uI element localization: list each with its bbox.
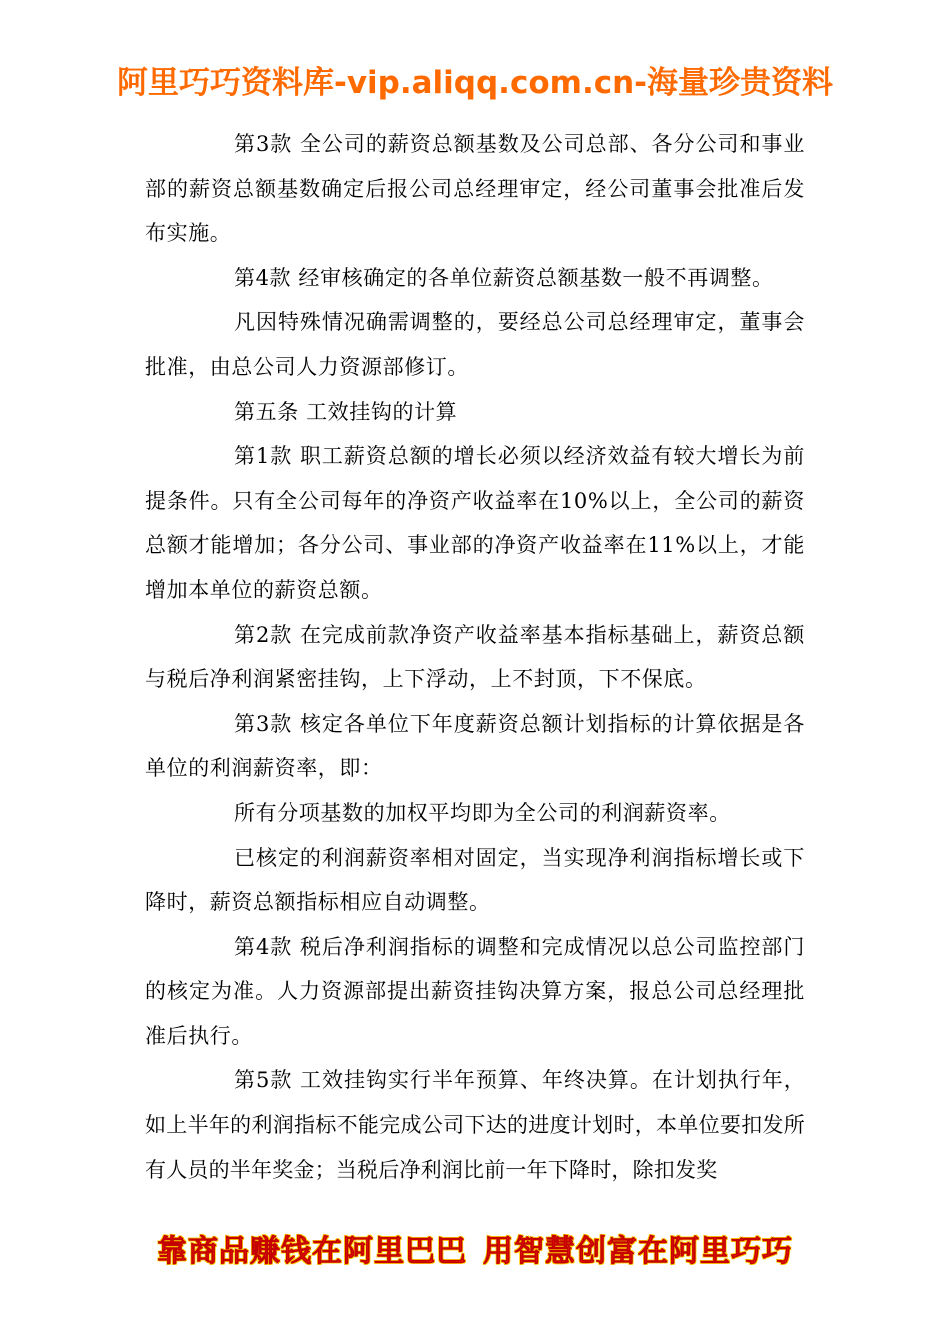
paragraph-special-adjust: 凡因特殊情况确需调整的，要经总公司总经理审定，董事会批准，由总公司人力资源部修订。: [145, 310, 805, 379]
header-banner: 阿里巧巧资料库-vip.aliqq.com.cn-海量珍贵资料: [116, 65, 834, 101]
footer-slogan-left: 靠商品赚钱在阿里巴巴: [157, 1234, 467, 1269]
footer-slogan-banner: [0, 1230, 950, 1274]
paragraph-clause-5-budget: 第5款 工效挂钩实行半年预算、年终决算。在计划执行年，如上半年的利润指标不能完成公司下达的进度计划时，本单位要扣发所有人员的半年奖金；当税后净利润比前一年下降时，除扣发奖: [145, 1068, 805, 1182]
paragraph-clause-4-monitoring: 第4款 税后净利润指标的调整和完成情况以总公司监控部门的核定为准。人力资源部提出薪资挂钩决算方案，报总公司总经理批准后执行。: [145, 934, 805, 1048]
paragraph-clause-3-basis: 第3款 核定各单位下年度薪资总额计划指标的计算依据是各单位的利润薪资率，即：: [145, 711, 805, 781]
paragraph-clause-2-linkage: 第2款 在完成前款净资产收益率基本指标基础上，薪资总额与税后净利润紧密挂钩，上下浮动，上不封顶，下不保底。: [145, 622, 805, 692]
paragraph-weighted-average: 所有分项基数的加权平均即为全公司的利润薪资率。: [234, 800, 731, 825]
document-body: [145, 122, 805, 1192]
section-heading-article-5: 第五条 工效挂钩的计算: [234, 399, 458, 424]
paragraph-auto-adjust: 已核定的利润薪资率相对固定，当实现净利润指标增长或下降时，薪资总额指标相应自动调整。: [145, 845, 805, 915]
footer-slogan-right: 用智慧创富在阿里巧巧: [483, 1234, 793, 1269]
paragraph-clause-1-growth: 第1款 职工薪资总额的增长必须以经济效益有较大增长为前提条件。只有全公司每年的净资产收益率在10%以上，全公司的薪资总额才能增加；各分公司、事业部的净资产收益率在11%以上，才能增加本单位的薪资总额。: [145, 444, 805, 602]
paragraph-clause-4-no-adjust: 第4款 经审核确定的各单位薪资总额基数一般不再调整。: [234, 265, 774, 290]
paragraph-clause-3-approval: 第3款 全公司的薪资总额基数及公司总部、各分公司和事业部的薪资总额基数确定后报公司总经理审定，经公司董事会批准后发布实施。: [145, 132, 805, 246]
